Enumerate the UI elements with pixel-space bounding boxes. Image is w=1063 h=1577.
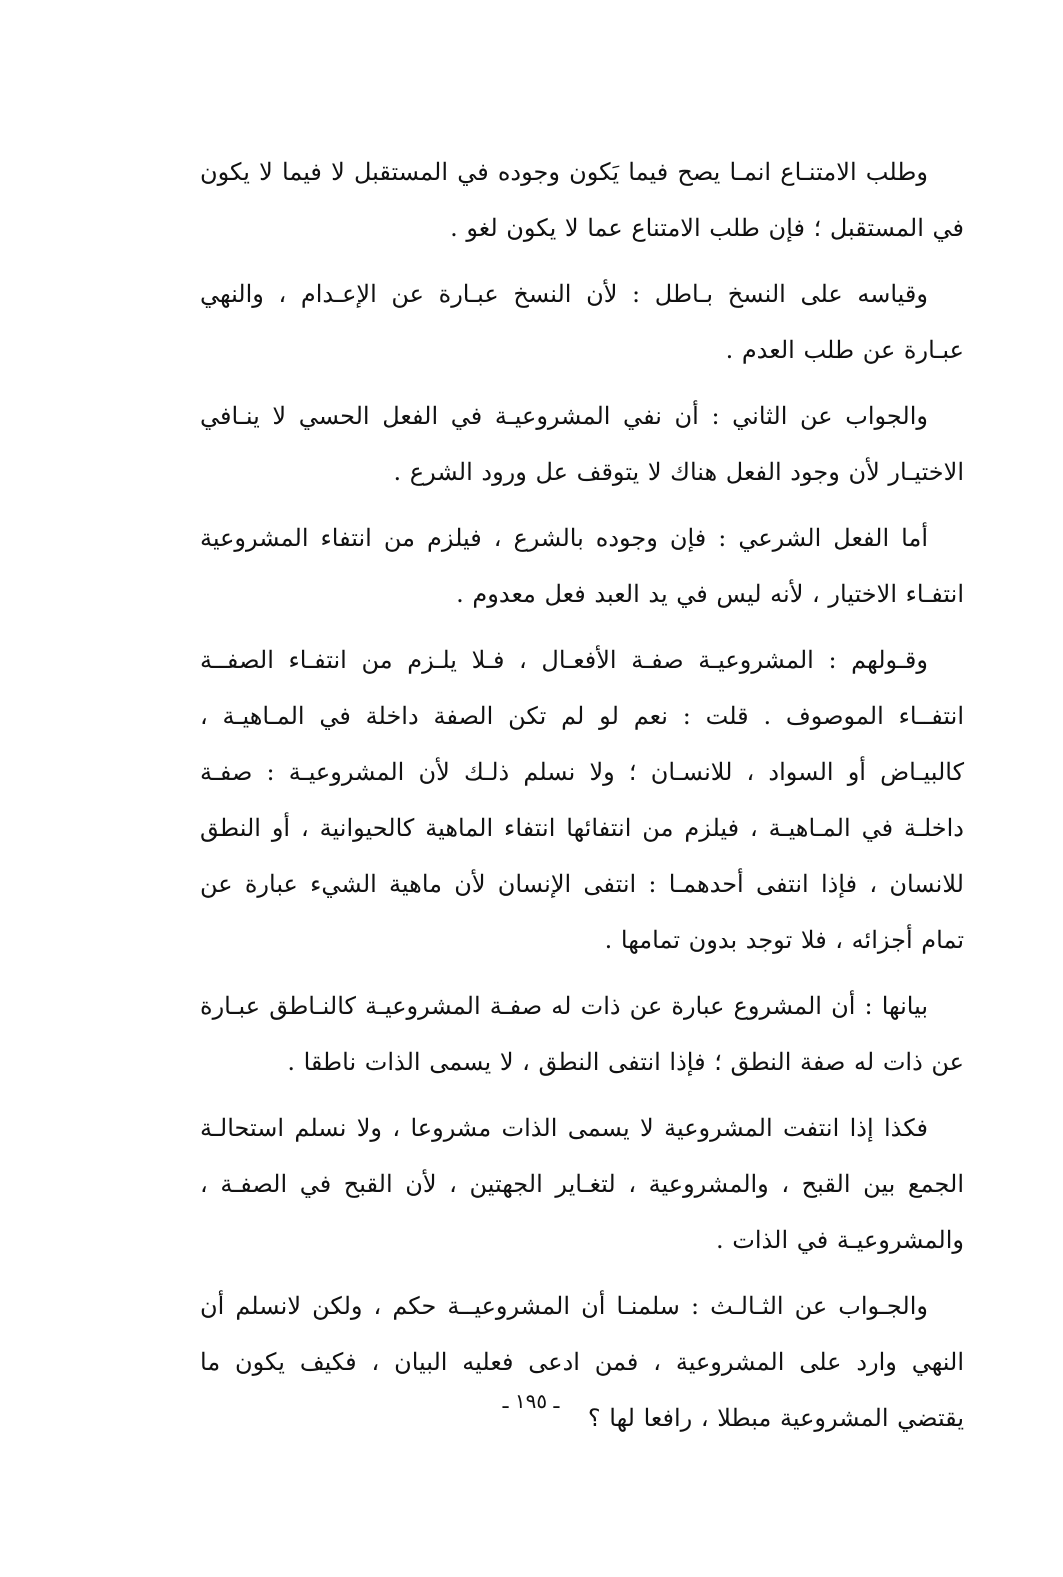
paragraph-6: بيانها : أن المشروع عبارة عن ذات له صفـة المشروعيـة كالنـاطق عبـارة عن ذات له صفة النطق ؛ فإذا انتفى النطق ، لا يسمى الذات ناطقا . — [200, 992, 964, 1076]
paragraph-3: والجواب عن الثاني : أن نفي المشروعيـة في الفعل الحسي لا ينـافي الاختيـار لأن وجود الفعل هناك لا يتوقف عل ورود الشرع . — [200, 402, 964, 486]
page-number: ـ ١٩٥ ـ — [502, 1389, 560, 1413]
paragraph-7: فكذا إذا انتفت المشروعية لا يسمى الذات مشروعا ، ولا نسلم استحالـة الجمع بين القبح ، والمشروعية ، لتغـاير الجهتين ، لأن القبح في الصفـة ، والمشروعيـة في الذات . — [200, 1114, 964, 1254]
paragraph-1: وطلب الامتنـاع انمـا يصح فيما يَكون وجوده في المستقبل لا فيما لا يكون في المستقبل ؛ فإن طلب الامتناع عما لا يكون لغو . — [200, 158, 964, 242]
paragraph-2: وقياسه على النسخ بـاطل : لأن النسخ عبـارة عن الإعـدام ، والنهي عبـارة عن طلب العدم . — [200, 280, 964, 364]
paragraph-4: أما الفعل الشرعي : فإن وجوده بالشرع ، فيلزم من انتفاء المشروعية انتفـاء الاختيار ، لأنه ليس في يد العبد فعل معدوم . — [200, 524, 964, 608]
body-text — [200, 144, 964, 1456]
paragraph-8: والجـواب عن الثـالـث : سلمنـا أن المشروعيــة حكم ، ولكن لانسلم أن النهي وارد على المشروعية ، فمن ادعى فعليه البيان ، فكيف يكون ما يقتضي المشروعية مبطلا ، رافعا لها ؟ — [200, 1292, 964, 1432]
paragraph-5: وقـولهم : المشروعيـة صفـة الأفعـال ، فـلا يلـزم من انتفـاء الصفــة انتفــاء الموصوف . قلت : نعم لو لم تكن الصفة داخلة في المـاهيـة ، كالبيـاض أو السواد ، للانسـان ؛ ولا نسلم ذلـك لأن المشروعيـة : صفـة داخلـة في المـاهيـة ، فيلزم من انتفائها انتفاء الماهية كالحيوانية ، أو النطق للانسان ، فإذا انتفى أحدهمـا : انتفى الإنسان لأن ماهية الشيء عبارة عن تمام أجزائه ، فلا توجد بدون تمامها . — [200, 646, 964, 954]
